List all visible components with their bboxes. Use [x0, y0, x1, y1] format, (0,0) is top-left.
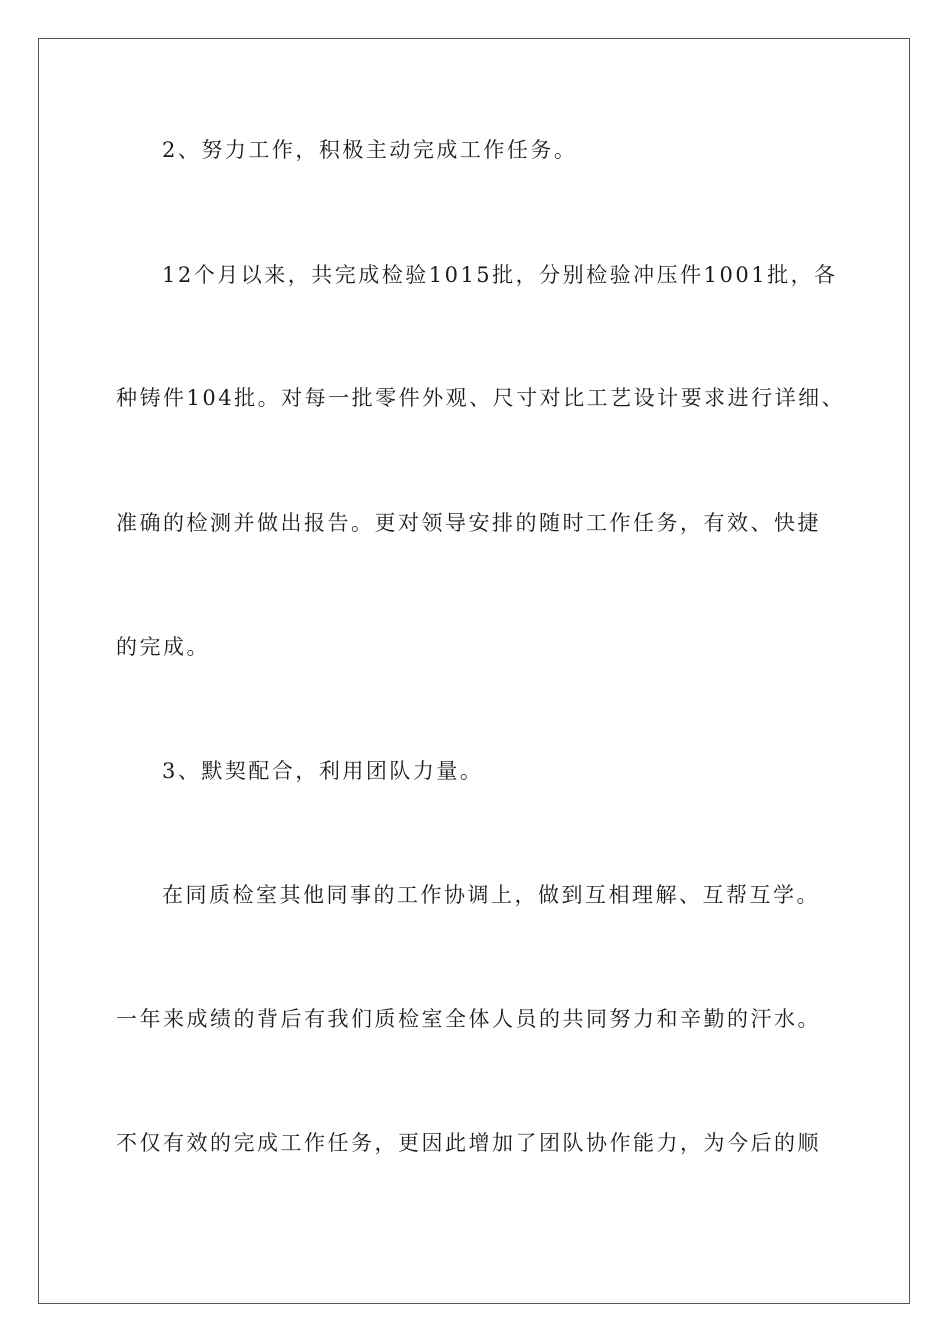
paragraph-line: 的完成。 — [116, 635, 210, 659]
paragraph-line: 种铸件104批。对每一批零件外观、尺寸对比工艺设计要求进行详细、 — [116, 386, 846, 410]
section-heading-2: 2、努力工作，积极主动完成工作任务。 — [162, 138, 578, 162]
paragraph-line: 不仅有效的完成工作任务，更因此增加了团队协作能力，为今后的顺 — [116, 1131, 821, 1155]
paragraph-line: 在同质检室其他同事的工作协调上，做到互相理解、互帮互学。 — [162, 883, 820, 907]
paragraph-line: 一年来成绩的背后有我们质检室全体人员的共同努力和辛勤的汗水。 — [116, 1007, 821, 1031]
page-border — [38, 38, 910, 1304]
paragraph-line: 12个月以来，共完成检验1015批，分别检验冲压件1001批，各 — [162, 263, 838, 287]
section-heading-3: 3、默契配合，利用团队力量。 — [162, 759, 484, 783]
paragraph-line: 准确的检测并做出报告。更对领导安排的随时工作任务，有效、快捷 — [116, 511, 821, 535]
